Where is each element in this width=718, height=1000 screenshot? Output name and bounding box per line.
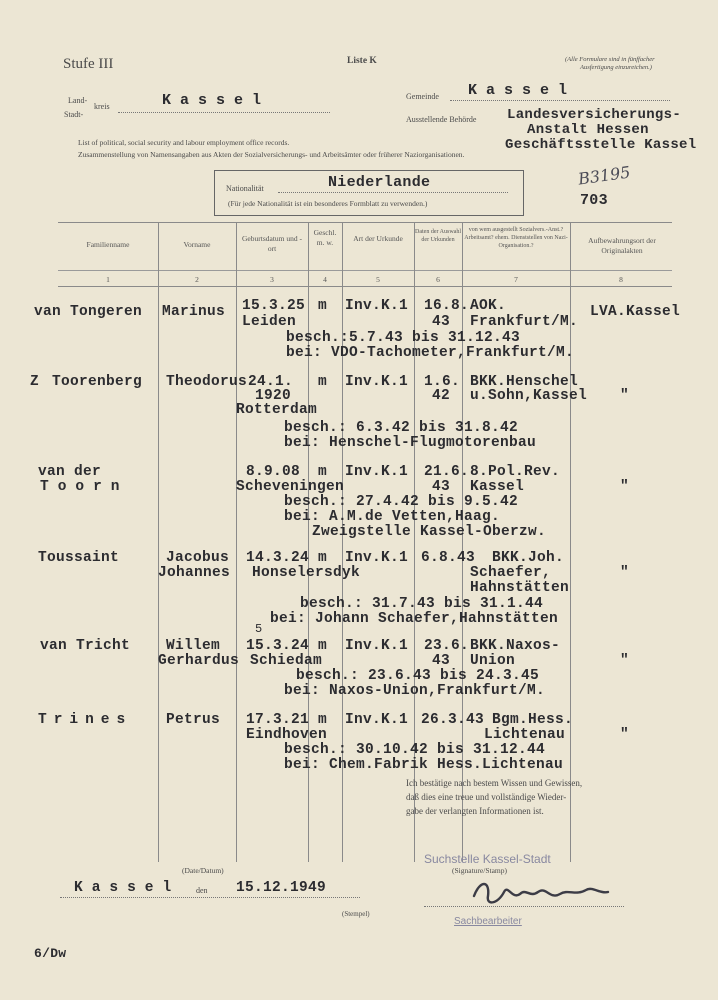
kreis-value: Kassel xyxy=(162,92,271,109)
entry-4-firstname-2: Johannes xyxy=(158,565,231,581)
entry-3-doc: Inv.K.1 xyxy=(345,464,409,480)
entry-6-issuer2: Lichtenau xyxy=(484,727,566,743)
entry-5-issuer1: BKK.Naxos- xyxy=(470,638,561,654)
entry-4-birthdate: 14.3.24 xyxy=(246,550,310,566)
behoerde-label: Ausstellende Behörde xyxy=(406,115,477,124)
entry-5-sex: m xyxy=(318,638,328,654)
kreis-label: kreis xyxy=(94,102,110,111)
entry-6-employer: bei: Chem.Fabrik Hess.Lichtenau xyxy=(284,757,564,773)
entry-1-firstname: Marinus xyxy=(162,304,226,320)
entry-6-birthdate: 17.3.21 xyxy=(246,712,310,728)
entry-2-employed: besch.: 6.3.42 bis 31.8.42 xyxy=(284,420,519,436)
entry-2-archive: " xyxy=(620,388,630,404)
entry-2-issuer1: BKK.Henschel xyxy=(470,374,579,390)
entry-3-surname-2: Toorn xyxy=(40,479,129,495)
entry-5-employed: besch.: 23.6.43 bis 24.3.45 xyxy=(296,668,540,684)
entry-4-issuer3: Hahnstätten xyxy=(470,580,570,596)
entry-2-date2: 42 xyxy=(432,388,451,404)
handwritten-mark: B3195 xyxy=(576,162,632,189)
entry-4-issuer1: BKK.Joh. xyxy=(492,550,565,566)
entry-4-doc: Inv.K.1 xyxy=(345,550,409,566)
entry-5-issuer2: Union xyxy=(470,653,516,669)
column-number-8: 8 xyxy=(619,275,623,284)
entry-5-birthdate: 15.3.24 xyxy=(246,638,310,654)
entry-1-employer: bei: VDO-Tachometer,Frankfurt/M. xyxy=(286,345,575,361)
behoerde-line-3: Geschäftsstelle Kassel xyxy=(505,137,697,153)
entry-3-birthplace: Scheveningen xyxy=(236,479,345,495)
entry-1-birthdate: 15.3.25 xyxy=(242,298,306,314)
entry-2-birthyear: 1920 xyxy=(255,388,292,404)
entry-3-date1: 21.6. xyxy=(424,464,470,480)
entry-2-birthdate: 24.1. xyxy=(248,374,294,390)
column-number-5: 5 xyxy=(376,275,380,284)
stadt-label: Stadt- xyxy=(64,110,84,119)
entry-4-issuer2: Schaefer, xyxy=(470,565,552,581)
entry-5-date2: 43 xyxy=(432,653,451,669)
entry-3-birthdate: 8.9.08 xyxy=(246,464,301,480)
entry-5-doc: Inv.K.1 xyxy=(345,638,409,654)
entry-3-employed: besch.: 27.4.42 bis 9.5.42 xyxy=(284,494,519,510)
signature-label: (Signature/Stamp) xyxy=(452,866,507,875)
entry-2-surname-prefix: Z xyxy=(30,374,40,390)
column-number-7: 7 xyxy=(514,275,518,284)
entry-2-date1: 1.6. xyxy=(424,374,461,390)
entry-6-doc: Inv.K.1 xyxy=(345,712,409,728)
corner-note-2: Ausfertigung einzureichen.) xyxy=(580,64,652,71)
entry-6-firstname: Petrus xyxy=(166,712,221,728)
entry-4-firstname: Jacobus xyxy=(166,550,230,566)
column-number-3: 3 xyxy=(270,275,274,284)
column-header-7: von wem ausgestellt Sozialvers.-Anst.? Arbeitsamt? ehem. Dienststellen von Nazi-Organisation.? xyxy=(464,227,568,249)
column-header-4: Geschl. m. w. xyxy=(313,228,337,247)
entry-4-sex: m xyxy=(318,550,328,566)
entry-1-date2: 43 xyxy=(432,314,451,330)
entry-1-surname: van Tongeren xyxy=(34,304,143,320)
gemeinde-value: Kassel xyxy=(468,82,577,99)
entry-3-issuer2: Kassel xyxy=(470,479,525,495)
den-label: den xyxy=(196,886,208,895)
column-header-3: Geburtsdatum und -ort xyxy=(242,234,302,253)
entry-6-issuer1: Bgm.Hess. xyxy=(492,712,574,728)
column-number-6: 6 xyxy=(436,275,440,284)
liste-label: Liste K xyxy=(347,56,377,66)
entry-3-surname: van der xyxy=(38,464,102,480)
entry-1-doc: Inv.K.1 xyxy=(345,298,409,314)
stufe-label: Stufe III xyxy=(63,56,114,72)
entry-2-birthplace: Rotterdam xyxy=(236,402,318,418)
behoerde-line-2: Anstalt Hessen xyxy=(527,122,649,138)
entry-5-birthplace: Schiedam xyxy=(250,653,323,669)
nationality-note: (Für jede Nationalität ist ein besonderes Formblatt zu verwenden.) xyxy=(228,199,428,208)
entry-1-sex: m xyxy=(318,298,328,314)
entry-2-sex: m xyxy=(318,374,328,390)
signature-scribble xyxy=(468,874,614,914)
entry-4-archive: " xyxy=(620,565,630,581)
entry-1-issuer1: AOK. xyxy=(470,298,507,314)
entry-1-date1: 16.8. xyxy=(424,298,470,314)
gemeinde-label: Gemeinde xyxy=(406,92,439,101)
entry-4-employer: bei: Johann Schaefer,Hahnstätten xyxy=(270,611,559,627)
reference-code: 6/Dw xyxy=(34,946,67,961)
entry-6-archive: " xyxy=(620,727,630,743)
date-value: 15.12.1949 xyxy=(236,880,327,896)
entry-4-birthplace: Honselersdyk xyxy=(252,565,361,581)
entry-2-surname: Toorenberg xyxy=(52,374,143,390)
entry-1-birthplace: Leiden xyxy=(242,314,297,330)
entry-2-doc: Inv.K.1 xyxy=(345,374,409,390)
entry-6-sex: m xyxy=(318,712,328,728)
stamp-sachbearbeiter: Sachbearbeiter xyxy=(454,916,522,927)
entry-2-employer: bei: Henschel-Flugmotorenbau xyxy=(284,435,537,451)
entry-2-firstname: Theodorus xyxy=(166,374,248,390)
entry-5-firstname: Willem xyxy=(166,638,221,654)
entry-5-firstname-2: Gerhardus xyxy=(158,653,240,669)
description-en: List of political, social security and labour employment office records. xyxy=(78,138,290,147)
entry-1-employed: besch.:5.7.43 bis 31.12.43 xyxy=(286,330,521,346)
entry-3-employer: bei: A.M.de Vetten,Haag. xyxy=(284,509,501,525)
entry-1-archive: LVA.Kassel xyxy=(590,304,681,320)
entry-4-date1: 6.8.43 xyxy=(421,550,476,566)
entry-5-surname: van Tricht xyxy=(40,638,131,654)
entry-2-issuer2: u.Sohn,Kassel xyxy=(470,388,588,404)
entry-3-archive: " xyxy=(620,479,630,495)
entry-1-issuer2: Frankfurt/M. xyxy=(470,314,579,330)
behoerde-line-1: Landesversicherungs- xyxy=(507,107,682,123)
nationality-value: Niederlande xyxy=(328,174,431,191)
office-stamp: Suchstelle Kassel-Stadt xyxy=(424,852,551,866)
entry-5-archive: " xyxy=(620,653,630,669)
description-de: Zusammenstellung von Namensangaben aus Akten der Sozialversicherungs- und Arbeitsämter oder früherer Naziorganisationen. xyxy=(78,150,465,159)
entry-3-sex: m xyxy=(318,464,328,480)
column-number-1: 1 xyxy=(106,275,110,284)
column-header-6: Daten der Auswahl der Urkunden xyxy=(415,229,461,243)
column-header-5: Art der Urkunde xyxy=(353,234,403,243)
entry-6-surname: Trines xyxy=(38,712,133,728)
entry-4-surname: Toussaint xyxy=(38,550,120,566)
land-label: Land- xyxy=(68,96,88,105)
certification-line-3: gabe der verlangten Informationen ist. xyxy=(406,806,544,816)
column-number-2: 2 xyxy=(195,275,199,284)
corner-note-1: (Alle Formulare sind in fünffacher xyxy=(565,56,655,63)
column-number-4: 4 xyxy=(323,275,327,284)
entry-6-employed: besch.: 30.10.42 bis 31.12.44 xyxy=(284,742,546,758)
entry-3-employer-branch: Zweigstelle Kassel-Oberzw. xyxy=(312,524,547,540)
entry-4-employed: besch.: 31.7.43 bis 31.1.44 xyxy=(300,596,544,612)
entry-5-employer: bei: Naxos-Union,Frankfurt/M. xyxy=(284,683,546,699)
entry-5-date1: 23.6. xyxy=(424,638,470,654)
stempel-label: (Stempel) xyxy=(342,910,370,918)
entry-3-date2: 43 xyxy=(432,479,451,495)
certification-line-2: daß dies eine treue und vollständige Wieder- xyxy=(406,792,567,802)
column-header-2: Vorname xyxy=(183,240,211,249)
date-label: (Date/Datum) xyxy=(182,866,224,875)
entry-5-overstrike: 5 xyxy=(255,622,263,636)
certification-line-1: Ich bestätige nach bestem Wissen und Gewissen, xyxy=(406,778,583,788)
column-header-8: Aufbewahrungsort der Originalakten xyxy=(588,236,656,255)
entry-6-birthplace: Eindhoven xyxy=(246,727,328,743)
form-number: 703 xyxy=(580,192,608,209)
nationality-label: Nationalität xyxy=(226,184,264,193)
column-header-1: Familienname xyxy=(86,240,130,249)
entry-6-date1: 26.3.43 xyxy=(421,712,485,728)
entry-3-issuer1: 8.Pol.Rev. xyxy=(470,464,561,480)
place-value: Kassel xyxy=(74,880,181,896)
